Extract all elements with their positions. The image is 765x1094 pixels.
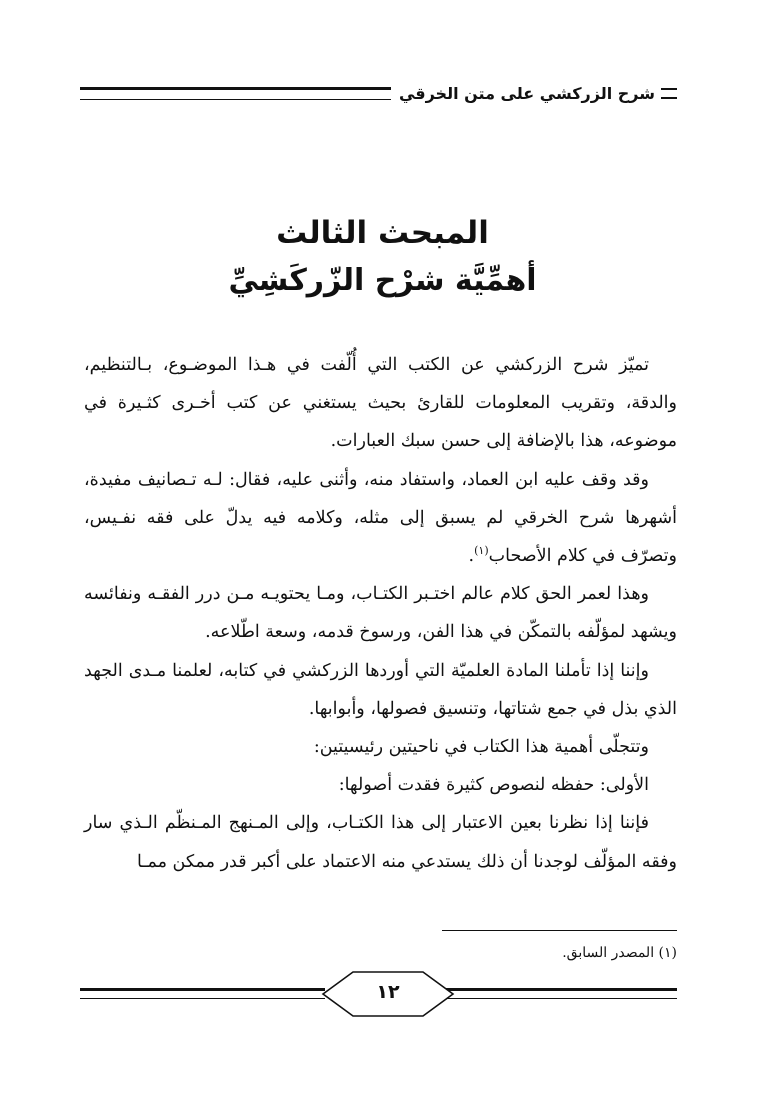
section-subtitle: أهمِّيَّة شرْح الزّركَشِيِّ [228, 263, 537, 298]
section-title: المبحث الثالث [276, 215, 489, 251]
footnote: (١) المصدر السابق. [562, 945, 677, 961]
running-header [80, 78, 677, 108]
running-title: شرح الزركشي على متن الخرقي [398, 83, 655, 103]
paragraph: الأولى: حفظه لنصوص كثيرة فقدت أصولها: [338, 775, 649, 796]
paragraph: وإننا إذا تأملنا المادة العلميّة التي أوردها الزركشي في كتابه، لعلمنا مـدى الجهد الذي بذل في جمع شتاتها، وتنسيق فصولها، وأبوابها. [84, 660, 677, 719]
footnote-reference[interactable]: (١) [474, 544, 489, 558]
footnote-divider [442, 930, 677, 931]
header-rule [80, 87, 391, 100]
footer-rule-right [430, 988, 677, 999]
paragraph: وتتجلّى أهمية هذا الكتاب في ناحيتين رئيسيتين: [313, 737, 649, 758]
paragraph-end: . [468, 546, 475, 567]
page-footer [80, 970, 677, 1018]
header-marker [661, 88, 677, 99]
body-text [84, 346, 677, 881]
paragraph: فإننا إذا نظرنا بعين الاعتبار إلى هذا الكتـاب، وإلى المـنهج المـنظّم الـذي سار وفقه المؤلّف لوجدنا أن ذلك يستدعي منه الاعتماد على أكبر قدر ممكن ممـا [84, 813, 677, 872]
paragraph-with-footnote [84, 461, 677, 576]
footer-rule-left [80, 988, 325, 999]
paragraph-text: وقد وقف عليه ابن العماد، واستفاد منه، وأثنى عليه، فقال: لـه تـصانيف مفيدة، أشهرها شرح الخرقي لم يسبق إلى مثله، وكلامه فيه يدلّ على فقه نفـيس، وتصرّف في كلام الأصحاب [84, 469, 677, 567]
paragraph: وهذا لعمر الحق كلام عالم اختـبر الكتـاب، ومـا يحتويـه مـن درر الفقـه ونفائسه ويشهد لمؤلّفه بالتمكّن في هذا الفن، ورسوخ قدمه، وسعة اطّلاعه. [84, 584, 677, 643]
paragraph: تميّز شرح الزركشي عن الكتب التي أُلّفت في هـذا الموضـوع، بـالتنظيم، والدقة، وتقريب المعلومات للقارئ بحيث يستغني عن كتب أخـرى كثـيرة في موضوعه، هذا بالإضافة إلى حسن سبك العبارات. [84, 355, 677, 452]
page-number: ١٢ [376, 981, 400, 1003]
